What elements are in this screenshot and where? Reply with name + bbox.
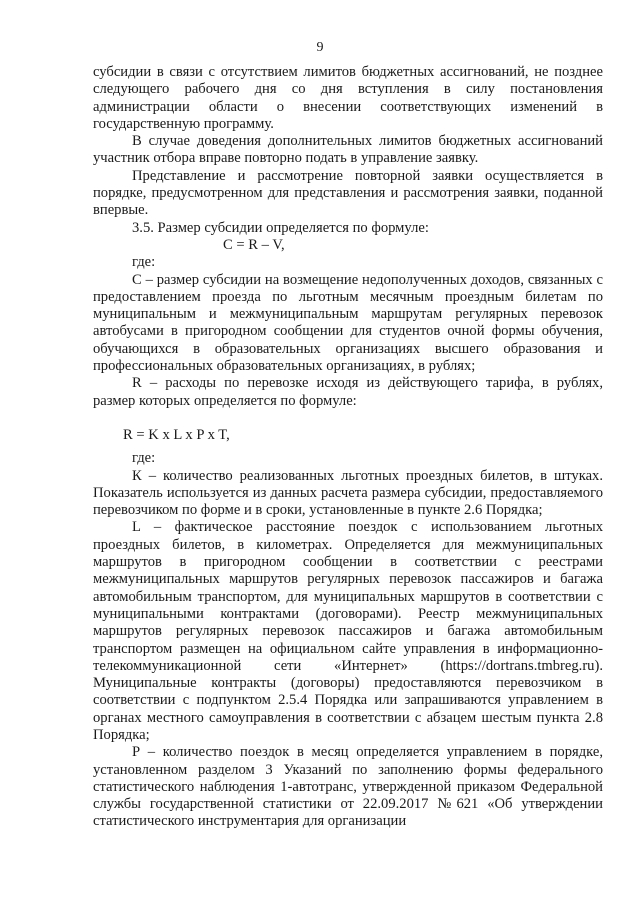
- paragraph: R – расходы по перевозке исходя из действующего тарифа, в рублях, размер которых определяется по формуле:: [93, 375, 603, 409]
- page-number: 9: [316, 40, 324, 55]
- paragraph: 3.5. Размер субсидии определяется по формуле:: [132, 219, 429, 236]
- paragraph: субсидии в связи с отсутствием лимитов бюджетных ассигнований, не позднее следующего рабочего дня со дня вступления в силу постановления администрации области о внесении соответствующих изменений в государственную программу.: [93, 64, 603, 132]
- paragraph: С – размер субсидии на возмещение недополученных доходов, связанных с предоставлением проезда по льготным месячным проездным билетам по муниципальным и межмуниципальным маршрутам регулярных перевозок автобусами в пригородном сообщении для студентов очной формы обучения, обучающихся в образовательных организациях высшего образования и профессиональных образовательных организациях, в рублях;: [93, 271, 603, 375]
- formula-subsidy: С = R – V,: [223, 236, 285, 253]
- paragraph: L – фактическое расстояние поездок с использованием льготных проездных билетов, в километрах. Определяется для межмуниципальных маршрутов в пригородном сообщении в соответствии с реестрами межмуниципальных маршрутов регулярных перевозок пассажиров и багажа автомобильным транспортом, для муниципальных маршрутов в соответствии с муниципальными контрактами (договорами). Реестр межмуниципальных маршрутов регулярных перевозок пассажиров и багажа автомобильным транспортом размещен на официальном сайте управления в информационно-телекоммуникационной сети «Интернет» (https://dortrans.tmbreg.ru). Муниципальные контракты (договоры) предоставляются перевозчиком в соответствии с подпунктом 2.5.4 Порядка или запрашиваются управлением в органах местного самоуправления в соответствии с абзацем шестым пункта 2.8 Порядка;: [93, 519, 603, 743]
- formula-where-label: где:: [132, 450, 156, 467]
- paragraph: К – количество реализованных льготных проездных билетов, в штуках. Показатель используется из данных расчета размера субсидии, предоставляемого перевозчиком по форме и в сроки, установленные в пункте 2.6 Порядка;: [93, 467, 603, 519]
- paragraph: Р – количество поездок в месяц определяется управлением в порядке, установленном разделом 3 Указаний по заполнению формы федерального статистического наблюдения 1-автотранс, утвержденной приказом Федеральной службы государственной статистики от 22.09.2017 №621 «Об утверждении статистического инструментария для организации: [93, 744, 603, 830]
- formula-where-label: где:: [132, 254, 156, 271]
- document-body: [93, 64, 603, 831]
- paragraph: В случае доведения дополнительных лимитов бюджетных ассигнований участник отбора вправе повторно подать в управление заявку.: [93, 133, 603, 167]
- paragraph: Представление и рассмотрение повторной заявки осуществляется в порядке, предусмотренном для представления и рассмотрения заявки, поданной впервые.: [93, 167, 603, 219]
- formula-expenses: R = K x L x P x T,: [123, 426, 230, 443]
